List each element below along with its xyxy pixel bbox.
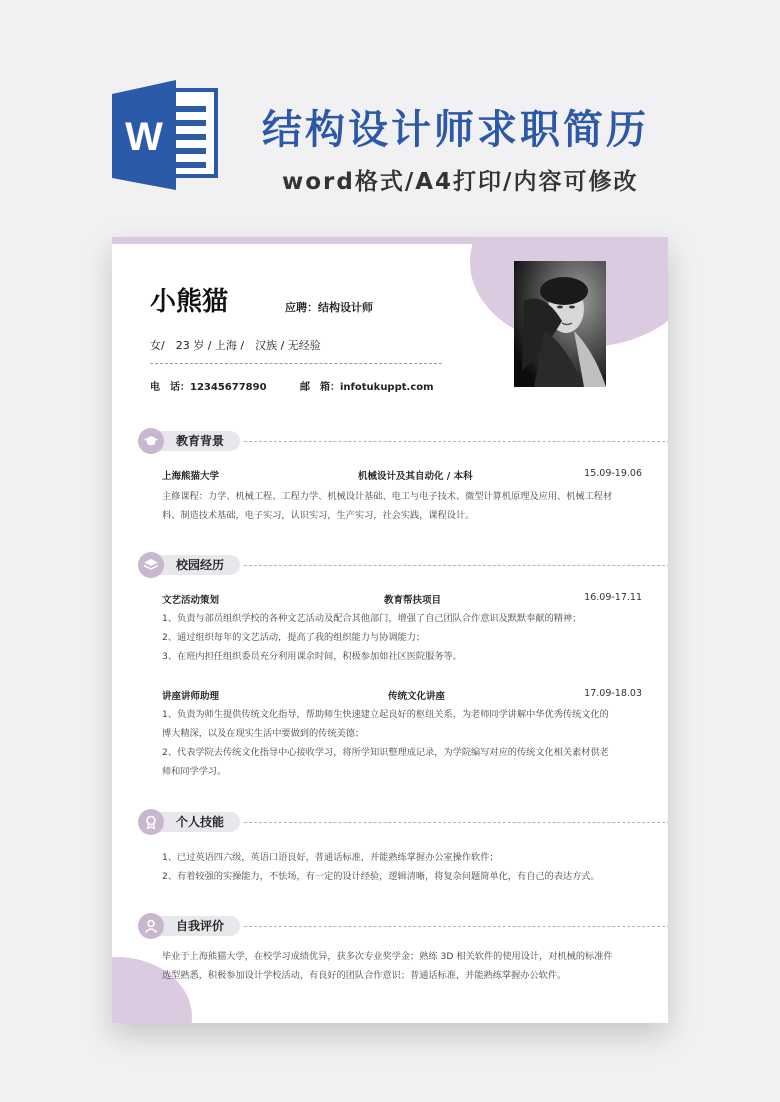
apply-position: 应聘：结构设计师	[285, 301, 373, 314]
edu-courses	[162, 487, 648, 525]
section-title: 个人技能	[158, 812, 240, 832]
campus1-project: 教育帮扶项目	[384, 595, 442, 606]
text-line: 博大精深，以及在现实生活中要做到的传统美德；	[162, 728, 365, 739]
section-divider	[244, 822, 668, 823]
candidate-name: 小熊猫	[150, 287, 229, 317]
campus1-details	[162, 609, 648, 666]
word-letter: W	[125, 115, 163, 159]
text-line: 毕业于上海熊猫大学，在校学习成绩优异，获多次专业奖学金；熟练 3D 相关软件的使用设计，对机械的标准件	[162, 951, 613, 962]
section-divider	[244, 441, 668, 442]
text-line: 选型熟悉，积极参加设计学校活动，有良好的团队合作意识；普通话标准，并能熟练掌握办公软件。	[162, 970, 567, 981]
profile-photo	[514, 261, 606, 387]
section-title: 自我评价	[158, 916, 240, 936]
campus1-date: 16.09-17.11	[584, 592, 642, 603]
page-subtitle: word格式/A4打印/内容可修改	[282, 169, 639, 195]
text-line: 料、制造技术基础，电子实习，认识实习，生产实习，社会实践，课程设计。	[162, 510, 475, 521]
campus2-role: 讲座讲师助理	[162, 691, 220, 702]
text-line: 1、负责与部员组织学校的各种文艺活动及配合其他部门，增强了自己团队合作意识及默默奉献的精神；	[162, 613, 582, 624]
user-icon	[138, 913, 164, 939]
text-line: 主修课程：力学、机械工程、工程力学、机械设计基础、电工与电子技术、微型计算机原理及应用、机械工程材	[162, 491, 613, 502]
word-doc-icon	[112, 80, 220, 190]
edu-date: 15.09-19.06	[584, 468, 642, 479]
campus2-details	[162, 705, 648, 781]
campus1-role: 文艺活动策划	[162, 595, 220, 606]
graduation-cap-icon	[138, 428, 164, 454]
text-line: 2、通过组织每年的文艺活动，提高了我的组织能力与协调能力；	[162, 632, 426, 643]
edu-major: 机械设计及其自动化 / 本科	[358, 471, 473, 482]
self-details	[162, 947, 648, 985]
section-title: 教育背景	[158, 431, 240, 451]
campus2-date: 17.09-18.03	[584, 688, 642, 699]
skills-details	[162, 848, 648, 886]
basic-info: 女/ 23 岁 / 上海 / 汉族 / 无经验	[150, 339, 321, 352]
section-divider	[244, 926, 668, 927]
page-title: 结构设计师求职简历	[262, 107, 649, 153]
section-title: 校园经历	[158, 555, 240, 575]
info-divider	[150, 363, 442, 364]
layers-icon	[138, 552, 164, 578]
campus2-project: 传统文化讲座	[388, 691, 446, 702]
phone: 电 话：12345677890	[150, 382, 267, 393]
email: 邮 箱：infotukuppt.com	[300, 382, 434, 393]
resume-paper	[112, 237, 668, 1023]
text-line: 3、在班内担任组织委员充分利用课余时间，积极参加如社区医院服务等。	[162, 651, 462, 662]
text-line: 1、已过英语四六级，英语口语良好，普通话标准，并能熟练掌握办公室操作软件；	[162, 852, 499, 863]
section-divider	[244, 565, 668, 566]
banner	[0, 0, 780, 230]
text-line: 1、负责为师生提供传统文化指导，帮助师生快速建立起良好的枢纽关系，为老师同学讲解中华优秀传统文化的	[162, 709, 609, 720]
text-line: 师和同学学习。	[162, 766, 227, 777]
text-line: 2、有着较强的实操能力，不怯场，有一定的设计经验，逻辑清晰，将复杂问题简单化，有自己的表达方式。	[162, 871, 600, 882]
text-line: 2、代表学院去传统文化指导中心接收学习，将所学知识整理成记录，为学院编写对应的传统文化相关素材供老	[162, 747, 609, 758]
award-icon	[138, 809, 164, 835]
edu-school: 上海熊猫大学	[162, 471, 220, 482]
